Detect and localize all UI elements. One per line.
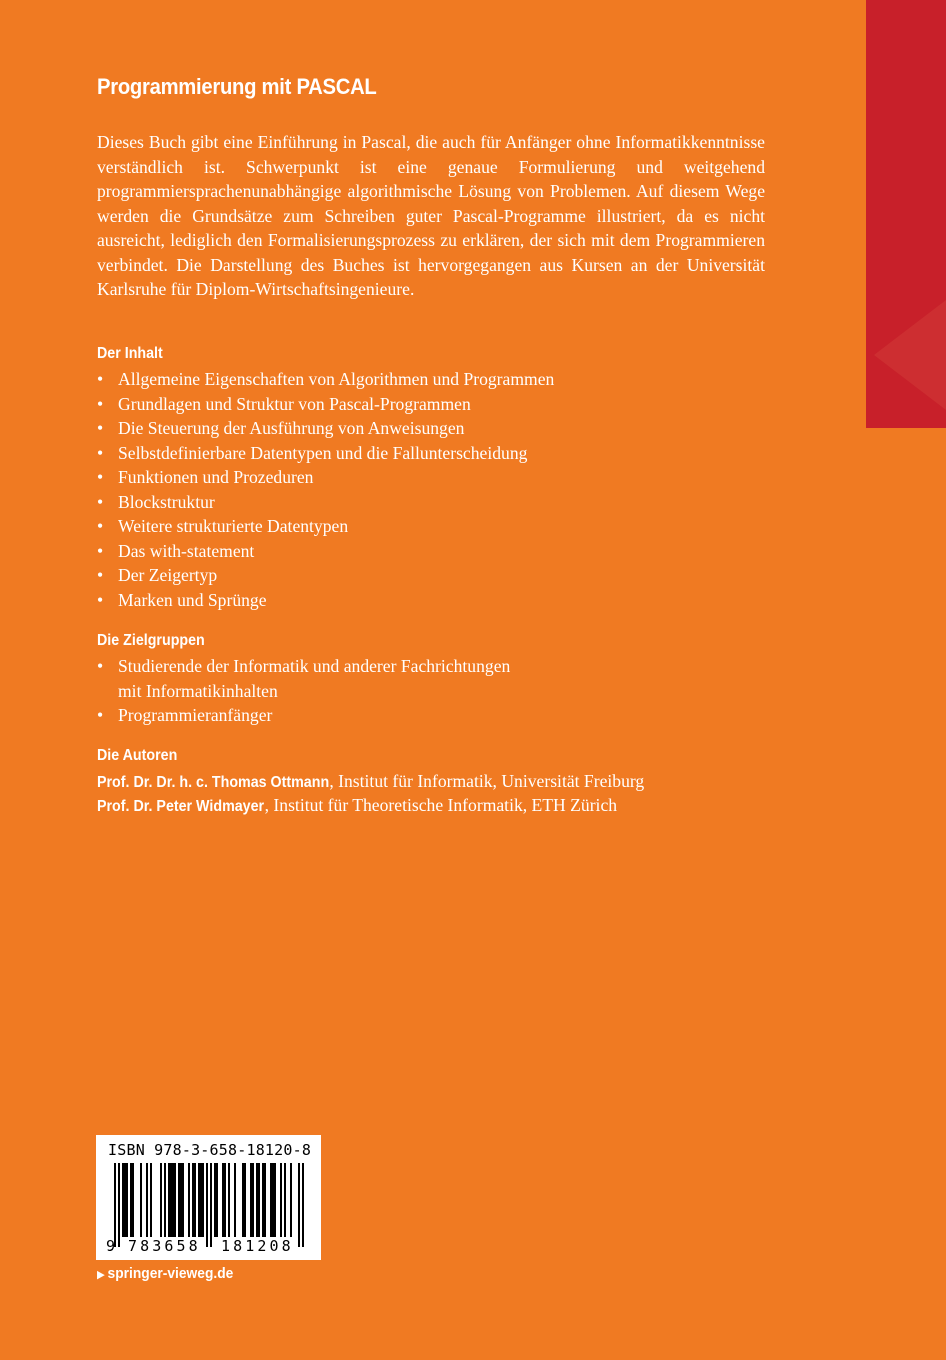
chevron-decoration [874, 300, 946, 410]
list-item: • Weitere strukturierte Datentypen [97, 514, 554, 539]
barcode-bar [206, 1163, 208, 1247]
barcode-bar [224, 1163, 226, 1237]
ean-first-digit: 9 [106, 1237, 116, 1255]
bullet-icon: • [97, 369, 104, 389]
bullet-icon: • [97, 516, 104, 536]
ean-left-digits: 783658 [128, 1237, 201, 1255]
barcode-bar [194, 1163, 196, 1237]
ean-right-digits: 181208 [221, 1237, 294, 1255]
bullet-icon: • [97, 540, 104, 561]
bullet-icon: • [97, 656, 104, 676]
barcode-bar [214, 1163, 216, 1237]
barcode-bar [180, 1163, 182, 1237]
barcode-bar [122, 1163, 124, 1237]
arrow-right-icon: ▶ [97, 1269, 105, 1281]
barcode-bar [192, 1163, 194, 1237]
list-item: • Studierende der Informatik und anderer Fachrichtungen mit Informatikinhalten [97, 656, 511, 701]
barcode-bar [280, 1163, 282, 1237]
barcode-bar [140, 1163, 142, 1237]
barcode-bar [216, 1163, 218, 1237]
author-name: Prof. Dr. Peter Widmayer [97, 798, 265, 815]
list-item: • Die Steuerung der Ausführung von Anweisungen [97, 416, 554, 441]
list-item: • Funktionen und Prozeduren [97, 465, 554, 490]
barcode-bar [200, 1163, 202, 1237]
barcode-bar [160, 1163, 162, 1237]
barcode-bar [202, 1163, 204, 1237]
bullet-icon: • [97, 418, 104, 438]
list-item: • Allgemeine Eigenschaften von Algorithmen und Programmen [97, 367, 554, 392]
isbn-label: ISBN 978-3-658-18120-8 [108, 1141, 312, 1159]
bullet-icon: • [97, 589, 104, 610]
author-widmayer [97, 793, 617, 820]
barcode-bar [258, 1163, 260, 1237]
barcode-bar [234, 1163, 236, 1237]
zielgruppen-list [97, 654, 510, 728]
publisher-url: springer-vieweg.de [107, 1265, 234, 1282]
bullet-icon: • [97, 467, 104, 487]
barcode-bar [228, 1163, 230, 1237]
barcode-bar [188, 1163, 190, 1237]
isbn-barcode [96, 1135, 321, 1260]
barcode-bar [264, 1163, 266, 1237]
bullet-icon: • [97, 393, 104, 414]
list-item: • Programmieranfänger [97, 703, 510, 728]
barcode-bar [146, 1163, 148, 1237]
barcode-bar [198, 1163, 200, 1237]
bullet-icon: • [97, 442, 104, 463]
barcode-bar [290, 1163, 292, 1237]
barcode-bar [118, 1163, 120, 1247]
bullet-icon: • [97, 565, 104, 585]
barcode-bar [256, 1163, 258, 1237]
barcode-bar [298, 1163, 300, 1247]
barcode-bar [168, 1163, 170, 1237]
author-name: Prof. Dr. Dr. h. c. Thomas Ottmann [97, 774, 330, 791]
list-item: • Das with-statement [97, 539, 554, 564]
list-item: • Marken und Sprünge [97, 588, 554, 613]
barcode-bar [210, 1163, 212, 1247]
barcode-bar [272, 1163, 274, 1237]
list-item: • Blockstruktur [97, 490, 554, 515]
bullet-icon: • [97, 491, 104, 512]
barcode-bar [132, 1163, 134, 1237]
barcode-bar [124, 1163, 126, 1237]
barcode-bar [150, 1163, 152, 1237]
zielgruppen-heading: Die Zielgruppen [97, 632, 205, 649]
barcode-bar [262, 1163, 264, 1237]
barcode-bar [164, 1163, 166, 1237]
list-item: • Selbstdefinierbare Datentypen und die Fallunterscheidung [97, 441, 554, 466]
barcode-bar [174, 1163, 176, 1237]
barcode-bar [126, 1163, 128, 1237]
barcode-bar [250, 1163, 252, 1237]
barcode-bar [170, 1163, 172, 1237]
barcode-bar [182, 1163, 184, 1237]
inhalt-heading: Der Inhalt [97, 345, 163, 362]
barcode-bar [114, 1163, 116, 1247]
list-item: • Der Zeigertyp [97, 563, 554, 588]
author-ottmann [97, 769, 644, 796]
author-affiliation: , Institut für Informatik, Universität Freiburg [329, 771, 645, 791]
author-affiliation: , Institut für Theoretische Informatik, ETH Zürich [264, 795, 618, 815]
bullet-icon: • [97, 705, 104, 725]
barcode-bar [172, 1163, 174, 1237]
barcode-bar [274, 1163, 276, 1237]
barcode-bar [242, 1163, 244, 1237]
barcode-bar [130, 1163, 132, 1237]
inhalt-list [97, 367, 554, 612]
barcode-bar [270, 1163, 272, 1237]
barcode-bar [284, 1163, 286, 1237]
barcode-bar [244, 1163, 246, 1237]
intro-paragraph: Dieses Buch gibt eine Einführung in Pascal, die auch für Anfänger ohne Informatikkenntnisse verständlich ist. Schwerpunkt ist eine genaue Formulierung und weitgehend programmiersprachenunabhängige algorithmische Lösung von Problemen. Auf diesem Wege werden die Grundsätze zum Schreiben guter Pascal-Programme illustriert, da es nicht ausreicht, lediglich den Formalisierungsprozess zu erklären, der sich mit dem Programmieren verbindet. Die Darstellung des Buches ist hervorgegangen aus Kursen an der Universität Karlsruhe für Diplom-Wirtschaftsingenieure. [97, 132, 765, 299]
barcode-bar [302, 1163, 304, 1247]
barcode-bar [178, 1163, 180, 1237]
publisher-link[interactable] [97, 1265, 233, 1282]
barcode-bar [222, 1163, 224, 1237]
book-title: Programmierung mit PASCAL [97, 74, 377, 99]
list-item: • Grundlagen und Struktur von Pascal-Programmen [97, 392, 554, 417]
autoren-heading: Die Autoren [97, 747, 178, 764]
barcode-bar [252, 1163, 254, 1237]
